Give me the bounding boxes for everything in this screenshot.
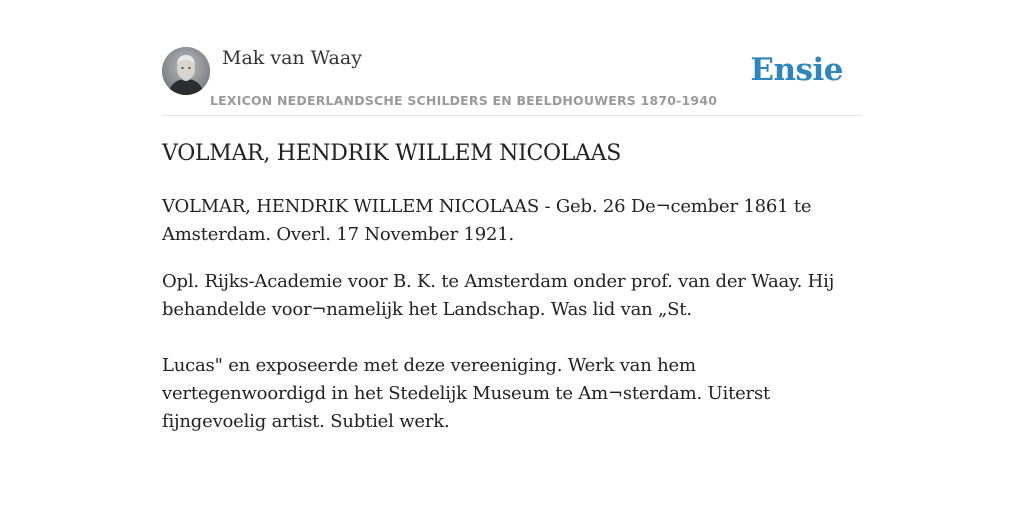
article-paragraph: VOLMAR, HENDRIK WILLEM NICOLAAS - Geb. 26 De¬cember 1861 te Amsterdam. Overl. 17 November 1921. — [162, 196, 812, 245]
brand-logo[interactable]: Ensie — [750, 52, 843, 88]
source-title[interactable]: LEXICON NEDERLANDSCHE SCHILDERS EN BEELDHOUWERS 1870-1940 — [210, 93, 718, 108]
article-title: VOLMAR, HENDRIK WILLEM NICOLAAS — [162, 141, 621, 166]
avatar[interactable] — [162, 47, 210, 95]
author-portrait-icon — [162, 47, 210, 95]
article-paragraph: Opl. Rijks-Academie voor B. K. te Amsterdam onder prof. van der Waay. Hij behandelde voor¬namelijk het Landschap. Was lid van „St. — [162, 271, 835, 320]
author-name[interactable]: Mak van Waay — [222, 47, 362, 69]
article — [162, 136, 862, 436]
header — [162, 46, 862, 116]
article-paragraph: Lucas" en exposeerde met deze vereeniging. Werk van hem vertegenwoordigd in het Stedelijk Museum te Am¬sterdam. Uiterst fijngevoelig artist. Subtiel werk. — [162, 355, 771, 432]
